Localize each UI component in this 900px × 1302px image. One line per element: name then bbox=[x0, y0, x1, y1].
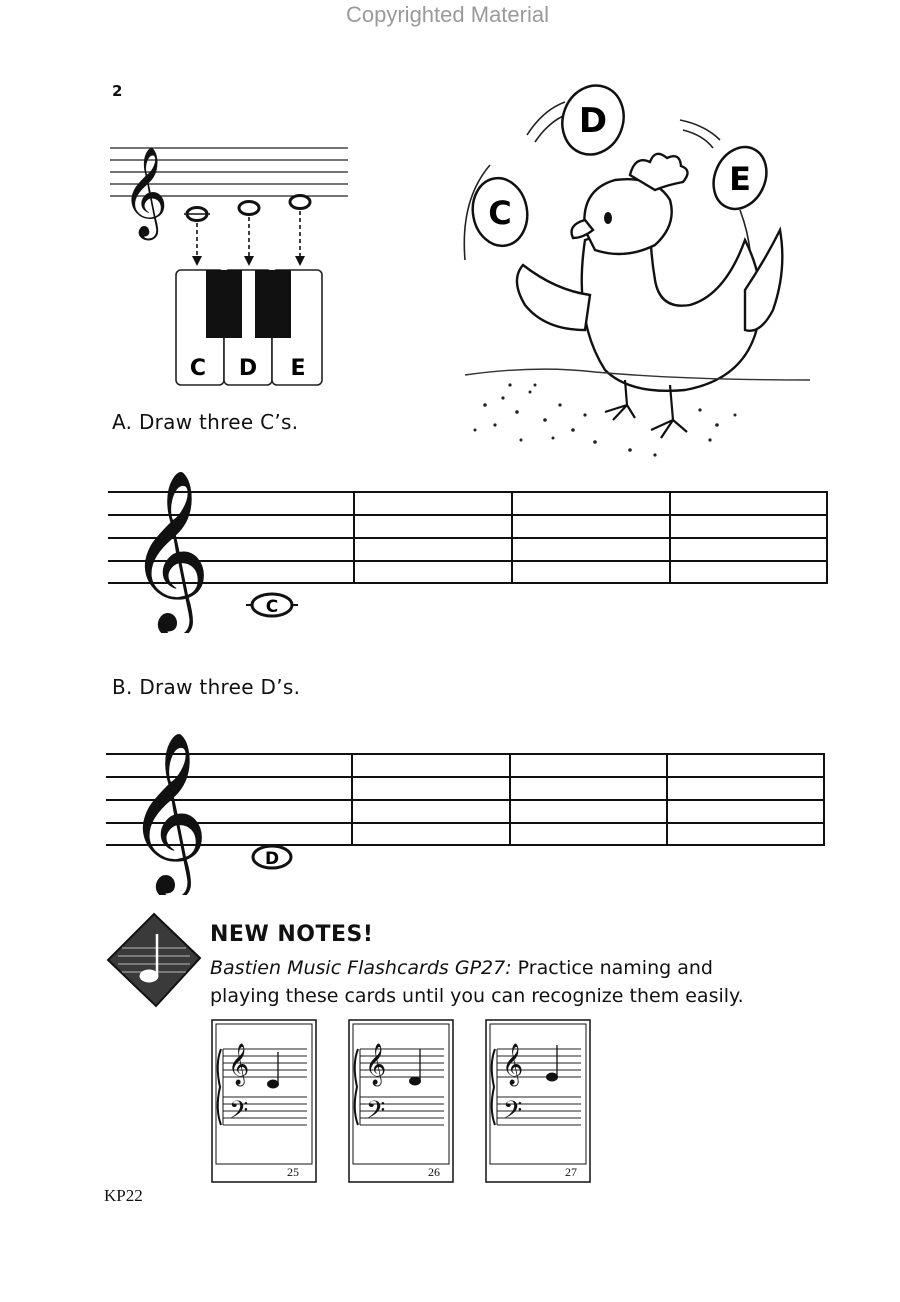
chicken-right-wing bbox=[745, 230, 782, 331]
cde-keyboard-diagram bbox=[100, 118, 360, 398]
key-label-e: E bbox=[290, 356, 306, 381]
new-notes-description bbox=[210, 954, 830, 1010]
flashcard-number: 26 bbox=[428, 1165, 440, 1179]
exercise-b-instruction: B. Draw three D’s. bbox=[112, 675, 301, 699]
svg-text:𝄞: 𝄞 bbox=[228, 1044, 250, 1085]
flashcard-25[interactable] bbox=[211, 1019, 317, 1183]
dashed-arrows bbox=[197, 211, 300, 258]
staff-lines bbox=[106, 754, 825, 845]
svg-text:𝄢: 𝄢 bbox=[229, 1096, 249, 1131]
svg-text:𝄢: 𝄢 bbox=[366, 1096, 386, 1131]
flashcard-25-graphic bbox=[211, 1019, 317, 1183]
description-line2: playing these cards until you can recognize them easily. bbox=[210, 985, 744, 1007]
egg-c-label: C bbox=[488, 194, 512, 232]
note-c bbox=[184, 208, 210, 221]
black-key-c-sharp bbox=[206, 270, 242, 338]
new-notes-title: NEW NOTES! bbox=[210, 922, 374, 947]
treble-clef-icon: 𝄞 bbox=[122, 147, 169, 237]
treble-clef-icon: 𝄞 bbox=[128, 469, 211, 632]
flashcard-27[interactable] bbox=[485, 1019, 591, 1183]
flashcard-number: 27 bbox=[565, 1165, 577, 1179]
svg-text:𝄞: 𝄞 bbox=[502, 1044, 524, 1085]
example-note-d-label: D bbox=[264, 849, 280, 869]
key-label-c: C bbox=[189, 356, 207, 381]
arrow-d-icon bbox=[244, 256, 254, 266]
example-note-c-label: C bbox=[265, 597, 279, 617]
flashcard-26[interactable] bbox=[348, 1019, 454, 1183]
chicken-eye bbox=[604, 212, 612, 224]
flashcard-reference: Bastien Music Flashcards GP27: bbox=[210, 957, 512, 979]
note-e bbox=[290, 196, 310, 209]
example-note-d bbox=[253, 846, 291, 869]
egg-d-label: D bbox=[578, 101, 608, 141]
key-label-d: D bbox=[238, 356, 258, 381]
chicken-left-wing bbox=[517, 265, 590, 330]
flashcard-27-graphic bbox=[485, 1019, 591, 1183]
arrow-e-icon bbox=[295, 256, 305, 266]
description-line1: Practice naming and bbox=[511, 957, 713, 979]
chicken-head bbox=[584, 179, 671, 254]
exercise-b-staff[interactable] bbox=[100, 710, 835, 895]
staff-lines bbox=[108, 492, 828, 583]
juggling-chicken-illustration bbox=[455, 80, 815, 465]
flashcard-number: 25 bbox=[287, 1165, 299, 1179]
note-d bbox=[239, 202, 259, 215]
seed-dots bbox=[474, 383, 737, 456]
arrow-c-icon bbox=[192, 256, 202, 266]
egg-e-label: E bbox=[729, 160, 751, 198]
svg-text:𝄞: 𝄞 bbox=[365, 1044, 387, 1085]
piano-keyboard bbox=[176, 270, 322, 385]
copyright-watermark: Copyrighted Material bbox=[346, 2, 549, 27]
svg-text:𝄢: 𝄢 bbox=[503, 1096, 523, 1131]
flashcard-26-graphic bbox=[348, 1019, 454, 1183]
egg-d bbox=[553, 80, 633, 163]
treble-clef-icon: 𝄞 bbox=[126, 731, 209, 894]
egg-e bbox=[704, 138, 776, 217]
footer-code: KP22 bbox=[104, 1186, 143, 1205]
example-note-c bbox=[246, 594, 298, 617]
exercise-a-instruction: A. Draw three C’s. bbox=[112, 410, 299, 434]
exercise-a-staff[interactable] bbox=[100, 448, 835, 633]
page-number: 2 bbox=[112, 82, 123, 100]
black-key-d-sharp bbox=[255, 270, 291, 338]
music-note-diamond-icon bbox=[104, 910, 204, 1010]
